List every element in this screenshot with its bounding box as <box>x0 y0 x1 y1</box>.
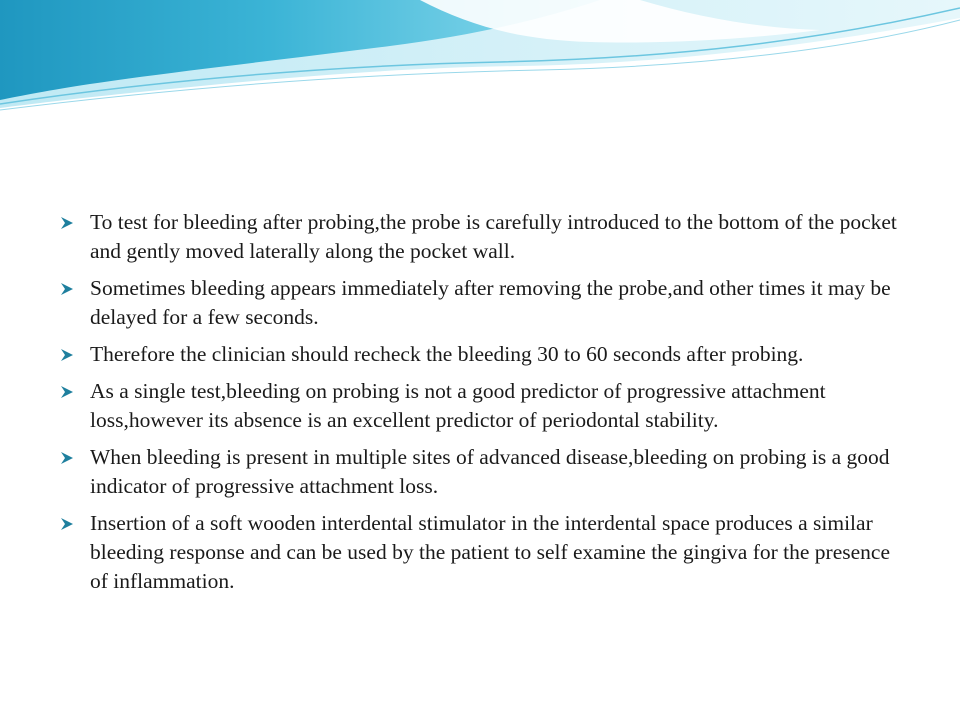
bullet-text: To test for bleeding after probing,the probe is carefully introduced to the bottom of the pocket and gently moved laterally along the pocket wall. <box>90 210 897 263</box>
list-item <box>58 509 908 596</box>
arrowhead-bullet-icon <box>60 517 74 531</box>
bullet-text: Therefore the clinician should recheck the bleeding 30 to 60 seconds after probing. <box>90 342 804 366</box>
bullet-text: Sometimes bleeding appears immediately after removing the probe,and other times it may be delayed for a few seconds. <box>90 276 891 329</box>
list-item <box>58 208 908 266</box>
list-item <box>58 377 908 435</box>
header-wave-decoration <box>0 0 960 130</box>
list-item <box>58 340 908 369</box>
list-item <box>58 274 908 332</box>
bullet-list <box>58 208 908 604</box>
arrowhead-bullet-icon <box>60 348 74 362</box>
list-item <box>58 443 908 501</box>
bullet-text: As a single test,bleeding on probing is not a good predictor of progressive attachment loss,however its absence is an excellent predictor of periodontal stability. <box>90 379 826 432</box>
arrowhead-bullet-icon <box>60 282 74 296</box>
arrowhead-bullet-icon <box>60 451 74 465</box>
arrowhead-bullet-icon <box>60 385 74 399</box>
bullet-text: Insertion of a soft wooden interdental stimulator in the interdental space produces a similar bleeding response and can be used by the patient to self examine the gingiva for the presence of inflammation. <box>90 511 890 593</box>
bullet-text: When bleeding is present in multiple sites of advanced disease,bleeding on probing is a good indicator of progressive attachment loss. <box>90 445 890 498</box>
arrowhead-bullet-icon <box>60 216 74 230</box>
